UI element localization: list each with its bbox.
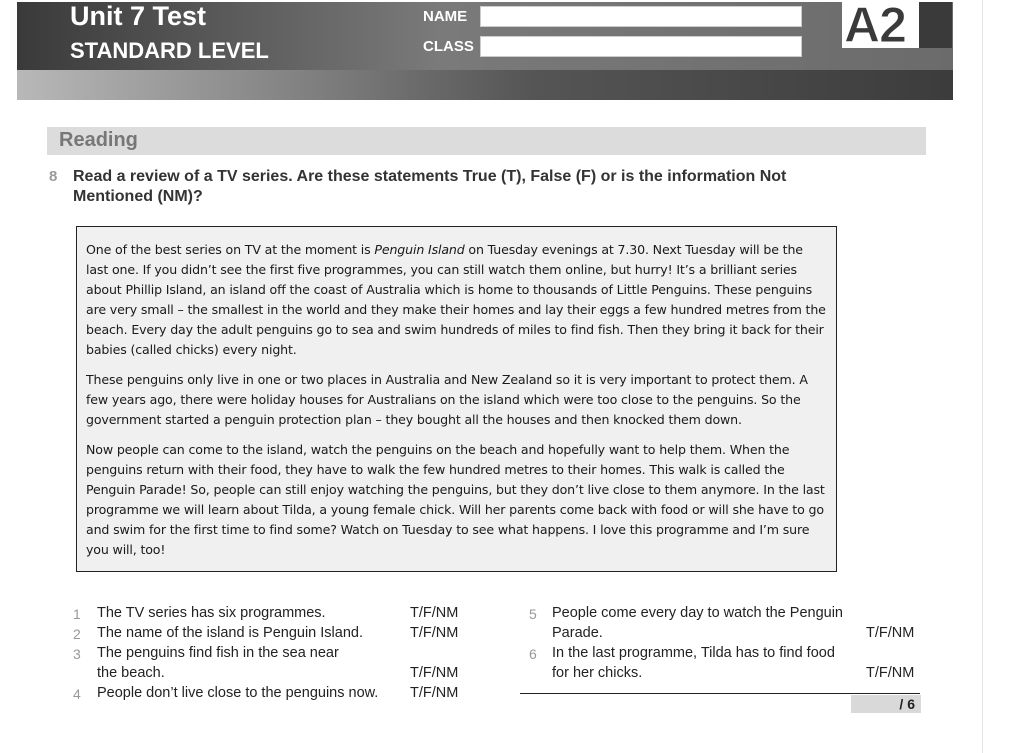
statement-number: 1 [73, 606, 81, 622]
page-edge [982, 0, 983, 753]
answer-option[interactable]: T/F/NM [410, 685, 459, 701]
unit-title: Unit 7 Test [70, 1, 207, 31]
level-badge-text: A2 [844, 2, 906, 48]
score-divider [520, 693, 920, 694]
statement-text: The TV series has six programmes. [97, 605, 326, 621]
question-number: 8 [49, 168, 58, 185]
statement-text: In the last programme, Tilda has to find food [552, 645, 835, 661]
statement-number: 3 [73, 646, 81, 662]
statement-text: The name of the island is Penguin Island. [97, 625, 363, 641]
statement-number: 5 [529, 606, 537, 622]
answer-option[interactable]: T/F/NM [410, 625, 459, 641]
class-field[interactable] [480, 36, 802, 57]
passage-paragraph-2: These penguins only live in one or two places in Australia and New Zealand so it is very important to protect them. A few years ago, there were holiday houses for Australians on the island which were too close to the penguins. So the government started a penguin protection plan – they bought all the houses and then knocked them down. [86, 372, 808, 427]
section-bar [47, 127, 926, 155]
section-title: Reading [59, 129, 138, 151]
answer-option[interactable]: T/F/NM [410, 665, 459, 681]
statement-number: 4 [73, 686, 81, 702]
statement-text-continued: Parade. [552, 625, 603, 641]
statement-text-continued: for her chicks. [552, 665, 643, 681]
level-badge [842, 2, 952, 48]
statement-text: People come every day to watch the Penguin [552, 605, 843, 621]
name-field[interactable] [480, 6, 802, 27]
passage-paragraph-3: Now people can come to the island, watch the penguins on the beach and hopefully want to help them. When the penguins return with their food, they have to walk the few hundred metres to their homes. This walk is called the Penguin Parade! So, people can still enjoy watching the penguins, but they don’t live close to them anymore. In the last programme we will learn about Tilda, a young female chick. Will her parents come back with food or will she have to go and swim for the first time to find some? Watch on Tuesday to see what happens. I love this programme and I’m sure you will, too! [86, 442, 825, 557]
level-label: STANDARD LEVEL [70, 38, 269, 63]
answer-option[interactable]: T/F/NM [866, 665, 915, 681]
statement-text: The penguins find fish in the sea near [97, 645, 339, 661]
answer-option[interactable]: T/F/NM [866, 625, 915, 641]
header-strip [17, 70, 953, 100]
passage-paragraph-1 [86, 240, 826, 360]
statement-number: 2 [73, 626, 81, 642]
passage-text: on Tuesday evenings at 7.30. Next Tuesday will be the last one. If you didn’t see the first five programmes, you can still watch them online, but hurry! It’s a brilliant series about Phillip Island, an island off the coast of Australia which is home to thousands of Little Penguins. These penguins are very small – the smallest in the world and they make their homes and lay their eggs a few hundred metres from the beach. Every day the adult penguins go to sea and swim hundreds of miles to find fish. Then they bring it back for their babies (called chicks) every night. [86, 242, 826, 357]
passage-text: One of the best series on TV at the moment is [86, 242, 375, 257]
class-label: CLASS [423, 38, 474, 55]
score-box: / 6 [851, 695, 921, 713]
show-title: Penguin Island [374, 242, 465, 257]
statement-text-continued: the beach. [97, 665, 165, 681]
statement-number: 6 [529, 646, 537, 662]
question-instruction: Read a review of a TV series. Are these statements True (T), False (F) or is the information Not Mentioned (NM)? [73, 168, 787, 205]
statement-text: People don’t live close to the penguins now. [97, 685, 379, 701]
answer-option[interactable]: T/F/NM [410, 605, 459, 621]
reading-passage [76, 226, 837, 572]
name-label: NAME [423, 8, 468, 25]
